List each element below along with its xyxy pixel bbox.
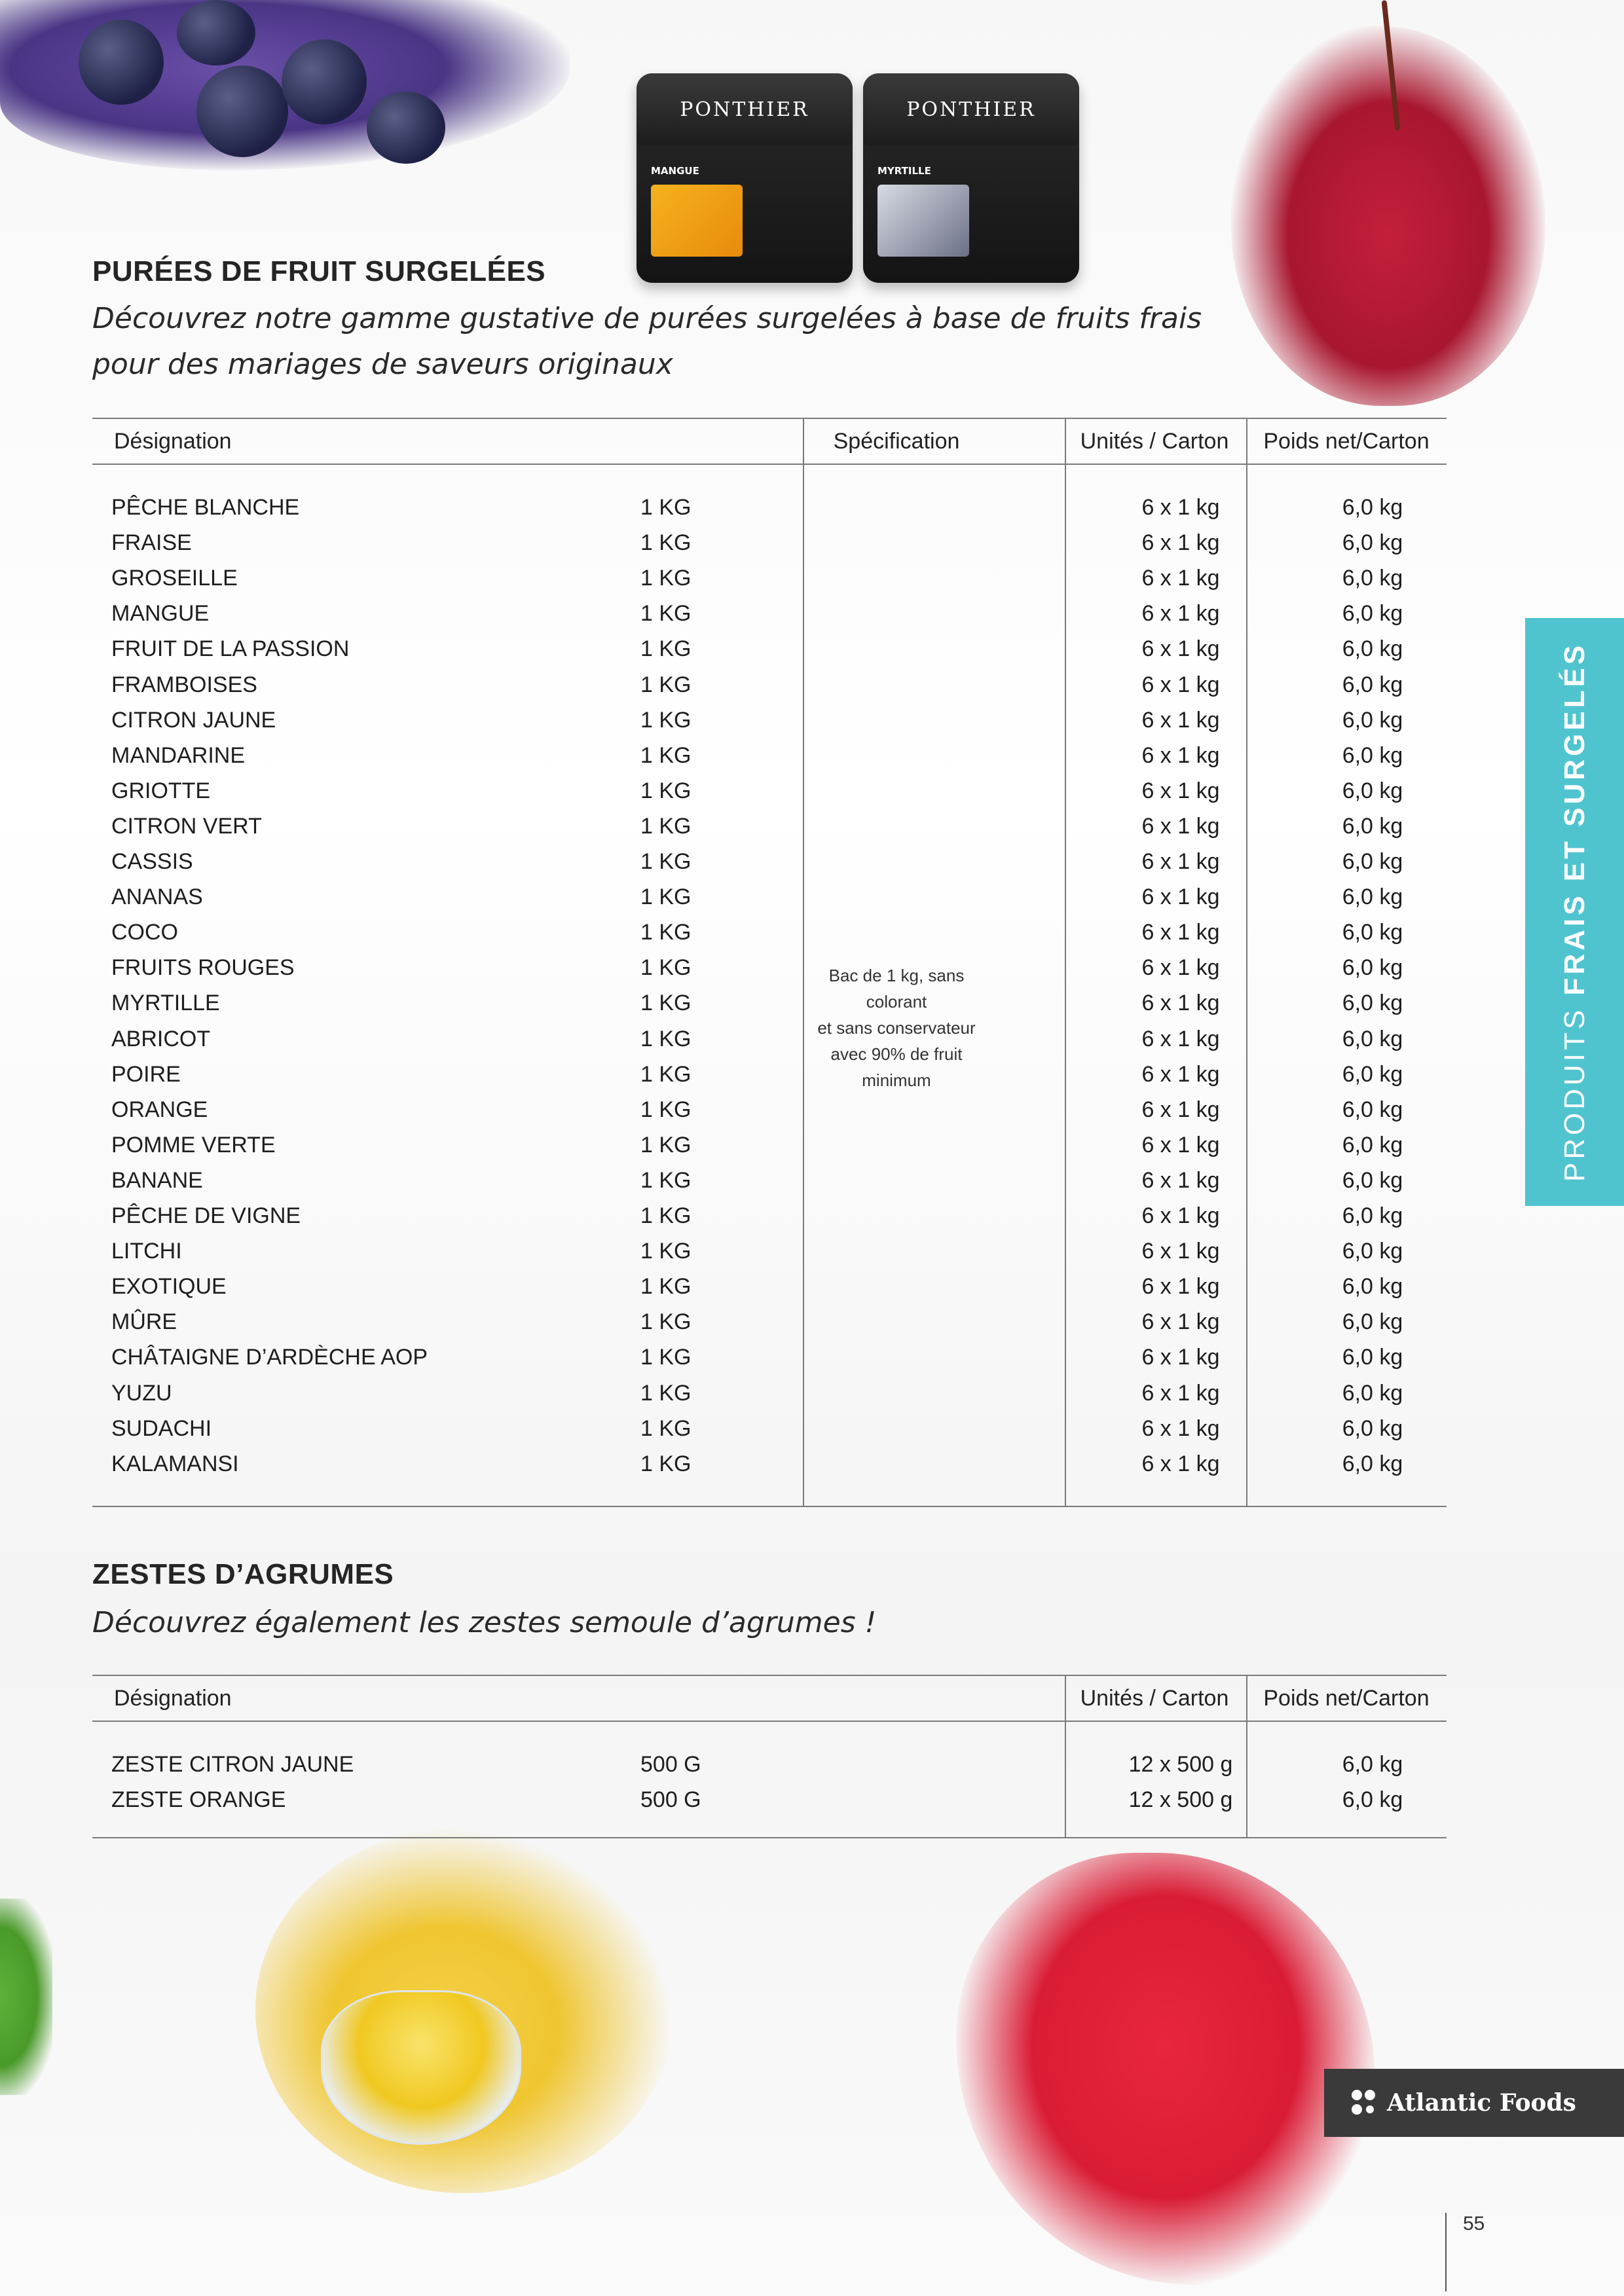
product-name: PÊCHE DE VIGNE [111,1203,301,1228]
units-per-carton: 6 x 1 kg [1141,849,1220,874]
table-row [92,631,1447,666]
product-size: 1 KG [640,1451,692,1476]
product-name: FRUITS ROUGES [111,955,295,981]
product-size: 1 KG [640,601,692,627]
product-size: 1 KG [640,778,692,803]
net-weight: 6,0 kg [1342,1787,1403,1812]
product-name: CITRON JAUNE [111,707,276,733]
blueberry-label-image [877,185,969,257]
product-size: 1 KG [640,1061,692,1087]
table-row [92,560,1447,596]
product-name: ANANAS [111,884,203,910]
units-per-carton: 6 x 1 kg [1141,707,1220,733]
net-weight: 6,0 kg [1342,530,1403,556]
table-row [92,1163,1447,1198]
table-row [92,1339,1447,1375]
net-weight: 6,0 kg [1342,1309,1403,1335]
tub-flavor: MANGUE [651,165,699,177]
product-size: 1 KG [640,920,692,945]
net-weight: 6,0 kg [1342,1345,1403,1370]
product-size: 1 KG [640,707,692,733]
product-size: 1 KG [640,991,692,1016]
table-bottom-rule [92,1837,1447,1838]
product-size: 1 KG [640,530,692,556]
product-size: 1 KG [640,742,692,768]
product-size: 1 KG [640,1203,692,1228]
header-designation: Désignation [114,1686,232,1711]
header-units: Unités / Carton [1080,1686,1229,1711]
product-size: 1 KG [640,1239,692,1264]
units-per-carton: 6 x 1 kg [1141,566,1220,591]
table-row [92,702,1447,738]
units-per-carton: 6 x 1 kg [1141,742,1220,768]
logo-mark-icon [1348,2087,1379,2119]
product-name: PÊCHE BLANCHE [111,495,300,520]
table-row [92,738,1447,773]
zestes-subtitle: Découvrez également les zestes semoule d’agrumes ! [92,1606,877,1639]
product-name: SUDACHI [111,1415,212,1441]
page-number-rule [1445,2213,1447,2291]
units-per-carton: 6 x 1 kg [1141,1026,1220,1051]
net-weight: 6,0 kg [1342,920,1403,945]
zestes-table [92,1675,1447,1838]
net-weight: 6,0 kg [1342,1274,1403,1300]
product-name: ZESTE CITRON JAUNE [111,1752,354,1777]
net-weight: 6,0 kg [1342,1451,1403,1476]
units-per-carton: 6 x 1 kg [1141,1239,1220,1264]
net-weight: 6,0 kg [1342,636,1403,662]
net-weight: 6,0 kg [1342,1026,1403,1051]
units-per-carton: 6 x 1 kg [1141,955,1220,981]
units-per-carton: 6 x 1 kg [1141,991,1220,1016]
table-row [92,1782,1447,1817]
table-row [92,809,1447,844]
net-weight: 6,0 kg [1342,707,1403,733]
units-per-carton: 6 x 1 kg [1141,1451,1220,1476]
table-row [92,1269,1447,1304]
units-per-carton: 6 x 1 kg [1141,1345,1220,1370]
category-light: PRODUITS [1558,1006,1591,1182]
logo-text: Atlantic Foods [1387,2089,1576,2117]
product-name: GROSEILLE [111,566,238,591]
purees-table [92,418,1447,1507]
purees-subtitle-line1: Découvrez notre gamme gustative de purées surgelées à base de fruits frais [92,302,1202,335]
blueberry-image [367,92,445,164]
units-per-carton: 6 x 1 kg [1141,920,1220,945]
table-row [92,915,1447,950]
product-name: ABRICOT [111,1026,211,1051]
product-name: YUZU [111,1380,172,1406]
units-per-carton: 6 x 1 kg [1141,1097,1220,1122]
product-size: 1 KG [640,1026,692,1051]
table-row [92,773,1447,809]
table-row [92,1411,1447,1446]
specification-line: avec 90% de fruit minimum [830,1044,963,1090]
net-weight: 6,0 kg [1342,1132,1403,1157]
product-size: 1 KG [640,566,692,591]
net-weight: 6,0 kg [1342,601,1403,627]
table-bottom-rule [92,1506,1447,1507]
table-row [92,1304,1447,1339]
units-per-carton: 6 x 1 kg [1141,813,1220,839]
product-name: CHÂTAIGNE D’ARDÈCHE AOP [111,1345,428,1370]
table-row [92,1747,1447,1782]
purees-subtitle-line2: pour des mariages de saveurs originaux [92,348,673,381]
header-units: Unités / Carton [1080,429,1229,454]
tub-flavor: MYRTILLE [877,165,931,177]
net-weight: 6,0 kg [1342,884,1403,910]
category-side-text [1559,642,1591,1182]
product-name: GRIOTTE [111,778,211,803]
product-name: CASSIS [111,849,193,874]
units-per-carton: 6 x 1 kg [1141,601,1220,627]
product-name: FRUIT DE LA PASSION [111,636,350,662]
product-size: 1 KG [640,1167,692,1193]
header-weight: Poids net/Carton [1263,1686,1430,1711]
product-name: FRAISE [111,530,192,556]
mango-puree-tub-image [637,73,853,283]
table-row [92,1376,1447,1411]
product-name: CITRON VERT [111,813,262,839]
mango-label-image [651,185,743,257]
units-per-carton: 6 x 1 kg [1141,1415,1220,1441]
table-row [92,1021,1447,1057]
product-size: 1 KG [640,1380,692,1406]
units-per-carton: 6 x 1 kg [1141,884,1220,910]
product-size: 1 KG [640,1097,692,1122]
units-per-carton: 6 x 1 kg [1141,1380,1220,1406]
net-weight: 6,0 kg [1342,742,1403,768]
product-name: LITCHI [111,1239,182,1264]
units-per-carton: 6 x 1 kg [1141,1274,1220,1300]
table-row [92,879,1447,915]
blueberry-image [196,65,288,157]
product-name: EXOTIQUE [111,1274,227,1300]
blueberry-image [282,39,367,124]
specification-line: Bac de 1 kg, sans colorant [828,966,965,1011]
product-size: 1 KG [640,1309,692,1335]
product-name: ZESTE ORANGE [111,1787,286,1812]
product-size: 1 KG [640,495,692,520]
header-designation: Désignation [114,429,232,454]
net-weight: 6,0 kg [1342,1752,1403,1777]
product-size: 500 G [640,1787,701,1812]
net-weight: 6,0 kg [1342,1239,1403,1264]
table-row [92,1198,1447,1233]
units-per-carton: 6 x 1 kg [1141,778,1220,803]
net-weight: 6,0 kg [1342,813,1403,839]
product-name: POMME VERTE [111,1132,276,1157]
product-size: 1 KG [640,1415,692,1441]
units-per-carton: 6 x 1 kg [1141,1132,1220,1157]
net-weight: 6,0 kg [1342,991,1403,1016]
net-weight: 6,0 kg [1342,1415,1403,1441]
product-size: 1 KG [640,884,692,910]
raspberry-splash-image [956,1853,1375,2285]
table-row [92,985,1447,1021]
header-weight: Poids net/Carton [1263,429,1430,454]
zestes-title: ZESTES D’AGRUMES [92,1558,394,1590]
product-size: 1 KG [640,813,692,839]
table-row [92,667,1447,702]
product-name: FRAMBOISES [111,672,257,697]
table-row [92,1127,1447,1163]
table-row [92,1057,1447,1092]
zest-bowl-image [321,1990,521,2145]
product-size: 500 G [640,1752,701,1777]
net-weight: 6,0 kg [1342,1061,1403,1087]
product-size: 1 KG [640,672,692,697]
units-per-carton: 6 x 1 kg [1141,1061,1220,1087]
units-per-carton: 12 x 500 g [1128,1787,1233,1812]
product-size: 1 KG [640,849,692,874]
product-name: POIRE [111,1061,181,1087]
zestes-table-header [92,1675,1447,1722]
product-name: MANGUE [111,601,210,627]
units-per-carton: 6 x 1 kg [1141,1309,1220,1335]
table-row [92,1092,1447,1127]
units-per-carton: 6 x 1 kg [1141,1167,1220,1193]
table-row [92,1233,1447,1269]
blueberry-image [79,20,164,105]
blueberry-puree-tub-image [863,73,1079,283]
specification-line: et sans conservateur [817,1018,976,1038]
net-weight: 6,0 kg [1342,778,1403,803]
net-weight: 6,0 kg [1342,1380,1403,1406]
units-per-carton: 12 x 500 g [1128,1752,1233,1777]
net-weight: 6,0 kg [1342,495,1403,520]
table-row [92,490,1447,525]
product-size: 1 KG [640,955,692,981]
net-weight: 6,0 kg [1342,849,1403,874]
units-per-carton: 6 x 1 kg [1141,636,1220,662]
table-row [92,1446,1447,1482]
purees-title: PURÉES DE FRUIT SURGELÉES [92,255,546,287]
purees-table-header [92,418,1447,465]
specification-text [806,962,987,1093]
product-name: MÛRE [111,1309,177,1335]
product-size: 1 KG [640,636,692,662]
net-weight: 6,0 kg [1342,672,1403,697]
product-size: 1 KG [640,1345,692,1370]
blueberry-image [177,0,255,65]
product-name: KALAMANSI [111,1451,239,1476]
product-size: 1 KG [640,1274,692,1300]
product-name: COCO [111,920,178,945]
header-specification: Spécification [833,429,960,454]
units-per-carton: 6 x 1 kg [1141,672,1220,697]
table-row [92,525,1447,560]
net-weight: 6,0 kg [1342,955,1403,981]
lime-image [0,1899,52,2095]
atlantic-foods-logo [1324,2069,1624,2137]
product-size: 1 KG [640,1132,692,1157]
page-number: 55 [1463,2213,1485,2234]
units-per-carton: 6 x 1 kg [1141,495,1220,520]
category-side-tab [1525,618,1624,1206]
tub-brand: PONTHIER [680,98,809,121]
tub-brand: PONTHIER [906,98,1036,121]
product-name: ORANGE [111,1097,208,1122]
table-row [92,844,1447,879]
net-weight: 6,0 kg [1342,566,1403,591]
product-name: BANANE [111,1167,203,1193]
net-weight: 6,0 kg [1342,1167,1403,1193]
product-name: MANDARINE [111,742,246,768]
product-name: MYRTILLE [111,991,220,1016]
category-bold: FRAIS ET SURGELÉS [1558,642,1591,996]
table-row [92,596,1447,631]
table-row [92,950,1447,985]
cherry-splash-image [1231,26,1545,406]
units-per-carton: 6 x 1 kg [1141,530,1220,556]
units-per-carton: 6 x 1 kg [1141,1203,1220,1228]
net-weight: 6,0 kg [1342,1097,1403,1122]
net-weight: 6,0 kg [1342,1203,1403,1228]
